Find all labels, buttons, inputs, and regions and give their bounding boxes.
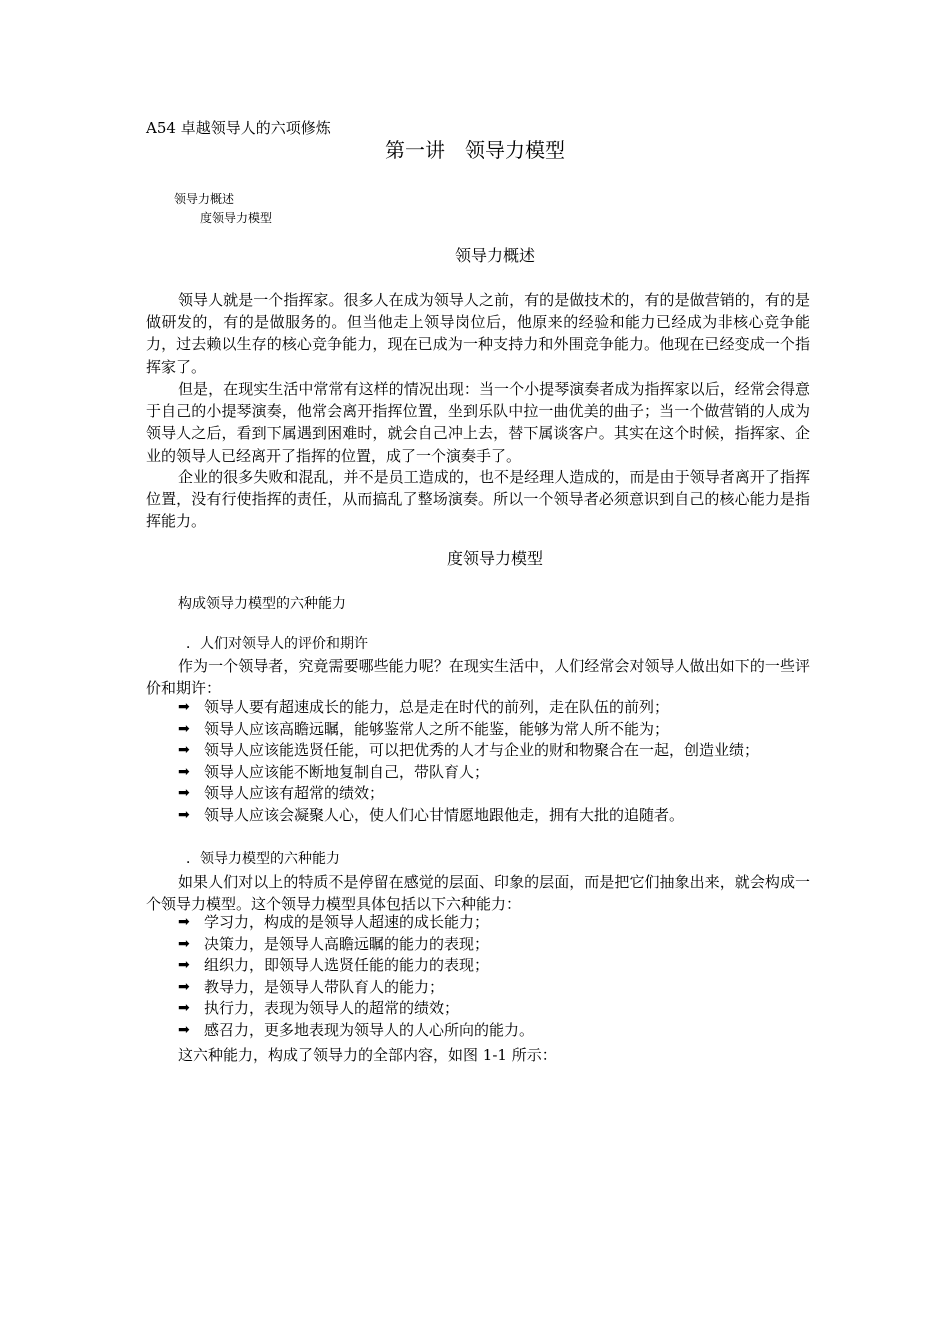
bullet-list [178,697,759,827]
subsection-title: 构成领导力模型的六种能力 [178,596,346,612]
right-arrow-icon: ➡ [178,785,190,802]
toc-item-overview: 领导力概述 [174,192,235,206]
toc-item-model: 度领导力模型 [200,211,273,225]
right-arrow-icon: ➡ [178,720,190,737]
page-title: 第一讲 领导力模型 [385,138,565,162]
right-arrow-icon: ➡ [178,935,190,952]
right-arrow-icon: ➡ [178,957,190,974]
section-title-model: 度领导力模型 [446,549,543,568]
list-item: ➡ 领导人应该会凝聚人心，使人们心甘情愿地跟他走，拥有大批的追随者。 [178,805,759,827]
list-item: ➡ 组织力，即领导人选贤任能的能力的表现； [178,955,534,977]
right-arrow-icon: ➡ [178,742,190,759]
bullet-list [178,912,534,1042]
paragraph: 但是，在现实生活中常常有这样的情况出现：当一个小提琴演奏者成为指挥家以后，经常会得意于自己的小提琴演奏，他常会离开指挥位置，坐到乐队中拉一曲优美的曲子；当一个做营销的人成为领导人之后，看到下属遇到困难时，就会自己冲上去，替下属谈客户。其实在这个时候，指挥家、企业的领导人已经离开了指挥的位置，成了一个演奏手了。 [146,380,810,465]
right-arrow-icon: ➡ [178,914,190,930]
paragraph: 企业的很多失败和混乱，并不是员工造成的，也不是经理人造成的，而是由于领导者离开了指挥位置，没有行使指挥的责任，从而搞乱了整场演奏。所以一个领导者必须意识到自己的核心能力是指挥能力。 [146,468,810,531]
list-item: ➡ 学习力，构成的是领导人超速的成长能力； [178,912,534,934]
paragraph: 如果人们对以上的特质不是停留在感觉的层面、印象的层面，而是把它们抽象出来，就会构成一个领导力模型。这个领导力模型具体包括以下六种能力： [146,873,810,914]
right-arrow-icon: ➡ [178,806,190,823]
list-item: ➡ 领导人要有超速成长的能力，总是走在时代的前列，走在队伍的前列； [178,697,759,719]
right-arrow-icon: ➡ [178,1000,190,1017]
paragraph: 这六种能力，构成了领导力的全部内容，如图 1-1 所示： [178,1046,557,1064]
paragraph: 作为一个领导者，究竟需要哪些能力呢？在现实生活中，人们经常会对领导人做出如下的一些评价和期许： [146,657,810,698]
list-item: ➡ 感召力，更多地表现为领导人的人心所向的能力。 [178,1020,534,1042]
table-of-contents [174,190,272,228]
section-title-overview: 领导力概述 [454,246,535,265]
list-item: ➡ 决策力，是领导人高瞻远瞩的能力的表现； [178,934,534,956]
right-arrow-icon: ➡ [178,699,190,715]
list-item: ➡ 教导力，是领导人带队育人的能力； [178,977,534,999]
list-item: ➡ 领导人应该有超常的绩效； [178,783,759,805]
part-heading: ．人们对领导人的评价和期许 [186,636,368,652]
part-heading: ．领导力模型的六种能力 [186,851,340,867]
paragraph: 领导人就是一个指挥家。很多人在成为领导人之前，有的是做技术的，有的是做营销的，有的是做研发的，有的是做服务的。但当他走上领导岗位后，他原来的经验和能力已经成为非核心竞争能力，过去赖以生存的核心竞争能力，现在已成为一种支持力和外围竞争能力。他现在已经变成一个指挥家了。 [146,291,810,376]
right-arrow-icon: ➡ [178,978,190,995]
list-item: ➡ 领导人应该能选贤任能，可以把优秀的人才与企业的财和物聚合在一起，创造业绩； [178,740,759,762]
list-item: ➡ 执行力，表现为领导人的超常的绩效； [178,998,534,1020]
right-arrow-icon: ➡ [178,763,190,780]
course-code: A54 卓越领导人的六项修炼 [146,119,331,137]
list-item: ➡ 领导人应该高瞻远瞩，能够鉴常人之所不能鉴，能够为常人所不能为； [178,719,759,741]
right-arrow-icon: ➡ [178,1021,190,1038]
list-item: ➡ 领导人应该能不断地复制自己，带队育人； [178,762,759,784]
